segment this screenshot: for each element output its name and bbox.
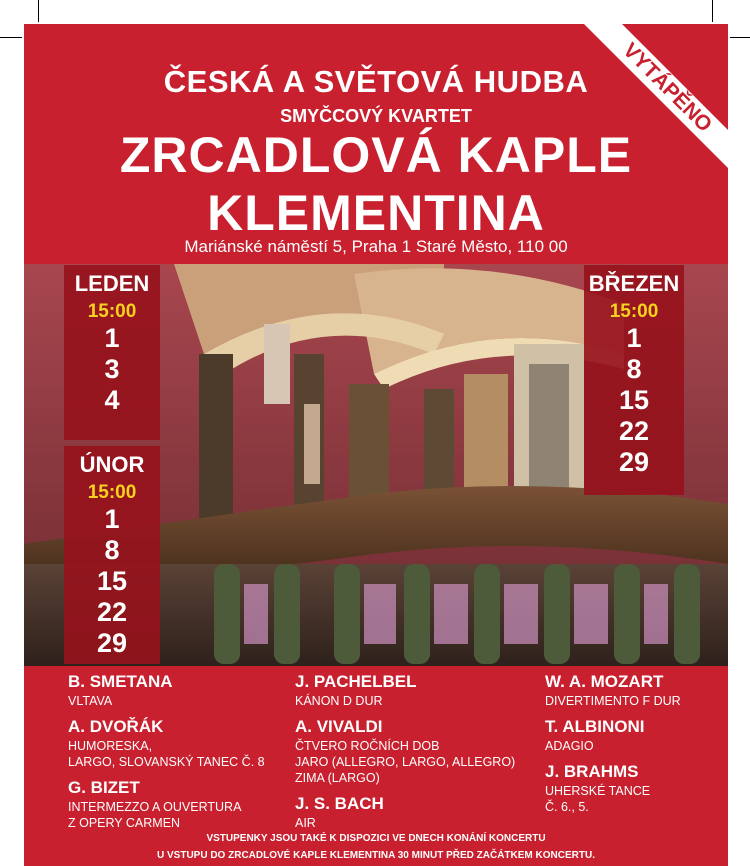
schedule-unor	[64, 446, 160, 664]
concert-day: 1	[626, 323, 642, 353]
program-column	[545, 672, 681, 823]
crop-mark	[38, 0, 39, 22]
composer-name: G. BIZET	[68, 778, 140, 797]
program-column	[295, 672, 515, 839]
composer-name: A. DVOŘÁK	[68, 717, 164, 736]
composer-name: W. A. MOZART	[545, 672, 664, 691]
schedule-brezen	[584, 265, 684, 495]
concert-day: 29	[618, 447, 650, 477]
crop-mark	[0, 37, 22, 38]
concert-day: 15	[96, 566, 128, 596]
composer-name: J. PACHELBEL	[295, 672, 417, 691]
concert-day: 29	[96, 628, 128, 658]
schedule-leden	[64, 265, 160, 440]
composer-name: T. ALBINONI	[545, 717, 645, 736]
program-column	[68, 672, 265, 839]
concert-day: 22	[618, 416, 650, 446]
composer-name: J. S. BACH	[295, 794, 384, 813]
composer-works: UHERSKÉ TANCE Č. 6., 5.	[545, 784, 651, 814]
venue-title: ZRCADLOVÁ KAPLE	[119, 127, 633, 183]
program-section	[24, 666, 728, 866]
concert-day: 4	[104, 385, 120, 415]
headline: ČESKÁ A SVĚTOVÁ HUDBA	[163, 64, 589, 99]
concert-time: 15:00	[609, 301, 659, 322]
concert-day: 22	[96, 597, 128, 627]
composer-works: DIVERTIMENTO F DUR	[545, 694, 681, 708]
composer-works: ČTVERO ROČNÍCH DOB JARO (ALLEGRO, LARGO, ALLEGRO) ZIMA (LARGO)	[295, 739, 516, 785]
ticket-note-second: U VSTUPU DO ZRCADLOVÉ KAPLE KLEMENTINA 30 MINUT PŘED ZAČÁTKEM KONCERTU.	[157, 850, 595, 861]
composer-name: A. VIVALDI	[295, 717, 383, 736]
concert-poster	[24, 24, 728, 866]
corner-banner	[584, 24, 728, 168]
composer-works: KÁNON D DUR	[295, 694, 383, 708]
venue-address: Mariánské náměstí 5, Praha 1 Staré Město, 110 00	[184, 237, 568, 256]
composer-works: ADAGIO	[545, 739, 594, 753]
concert-time: 15:00	[87, 301, 137, 322]
composer-name: B. SMETANA	[68, 672, 173, 691]
ticket-note: VSTUPENKY JSOU TAKÉ K DISPOZICI VE DNECH KONÁNÍ KONCERTU	[206, 833, 546, 844]
month-label: ÚNOR	[79, 452, 145, 477]
month-label: LEDEN	[74, 271, 150, 296]
venue-title-second: KLEMENTINA	[207, 185, 545, 241]
concert-day: 15	[618, 385, 650, 415]
crop-mark	[712, 0, 713, 22]
composer-works: HUMORESKA, LARGO, SLOVANSKÝ TANEC Č. 8	[68, 739, 265, 769]
crop-mark	[730, 37, 750, 38]
composer-works: VLTAVA	[68, 694, 113, 708]
composer-name: J. BRAHMS	[545, 762, 639, 781]
month-label: BŘEZEN	[588, 271, 680, 296]
concert-day: 1	[104, 323, 120, 353]
concert-time: 15:00	[87, 482, 137, 503]
concert-day: 1	[104, 504, 120, 534]
concert-day: 8	[104, 535, 120, 565]
concert-day: 8	[626, 354, 642, 384]
composer-works: INTERMEZZO A OUVERTURA Z OPERY CARMEN	[68, 800, 242, 830]
subheadline: SMYČCOVÝ KVARTET	[280, 106, 472, 126]
concert-day: 3	[104, 354, 120, 384]
heated-badge: VYTÁPĚNO	[618, 38, 717, 137]
composer-works: AIR	[295, 816, 316, 830]
poster-header	[24, 24, 728, 264]
